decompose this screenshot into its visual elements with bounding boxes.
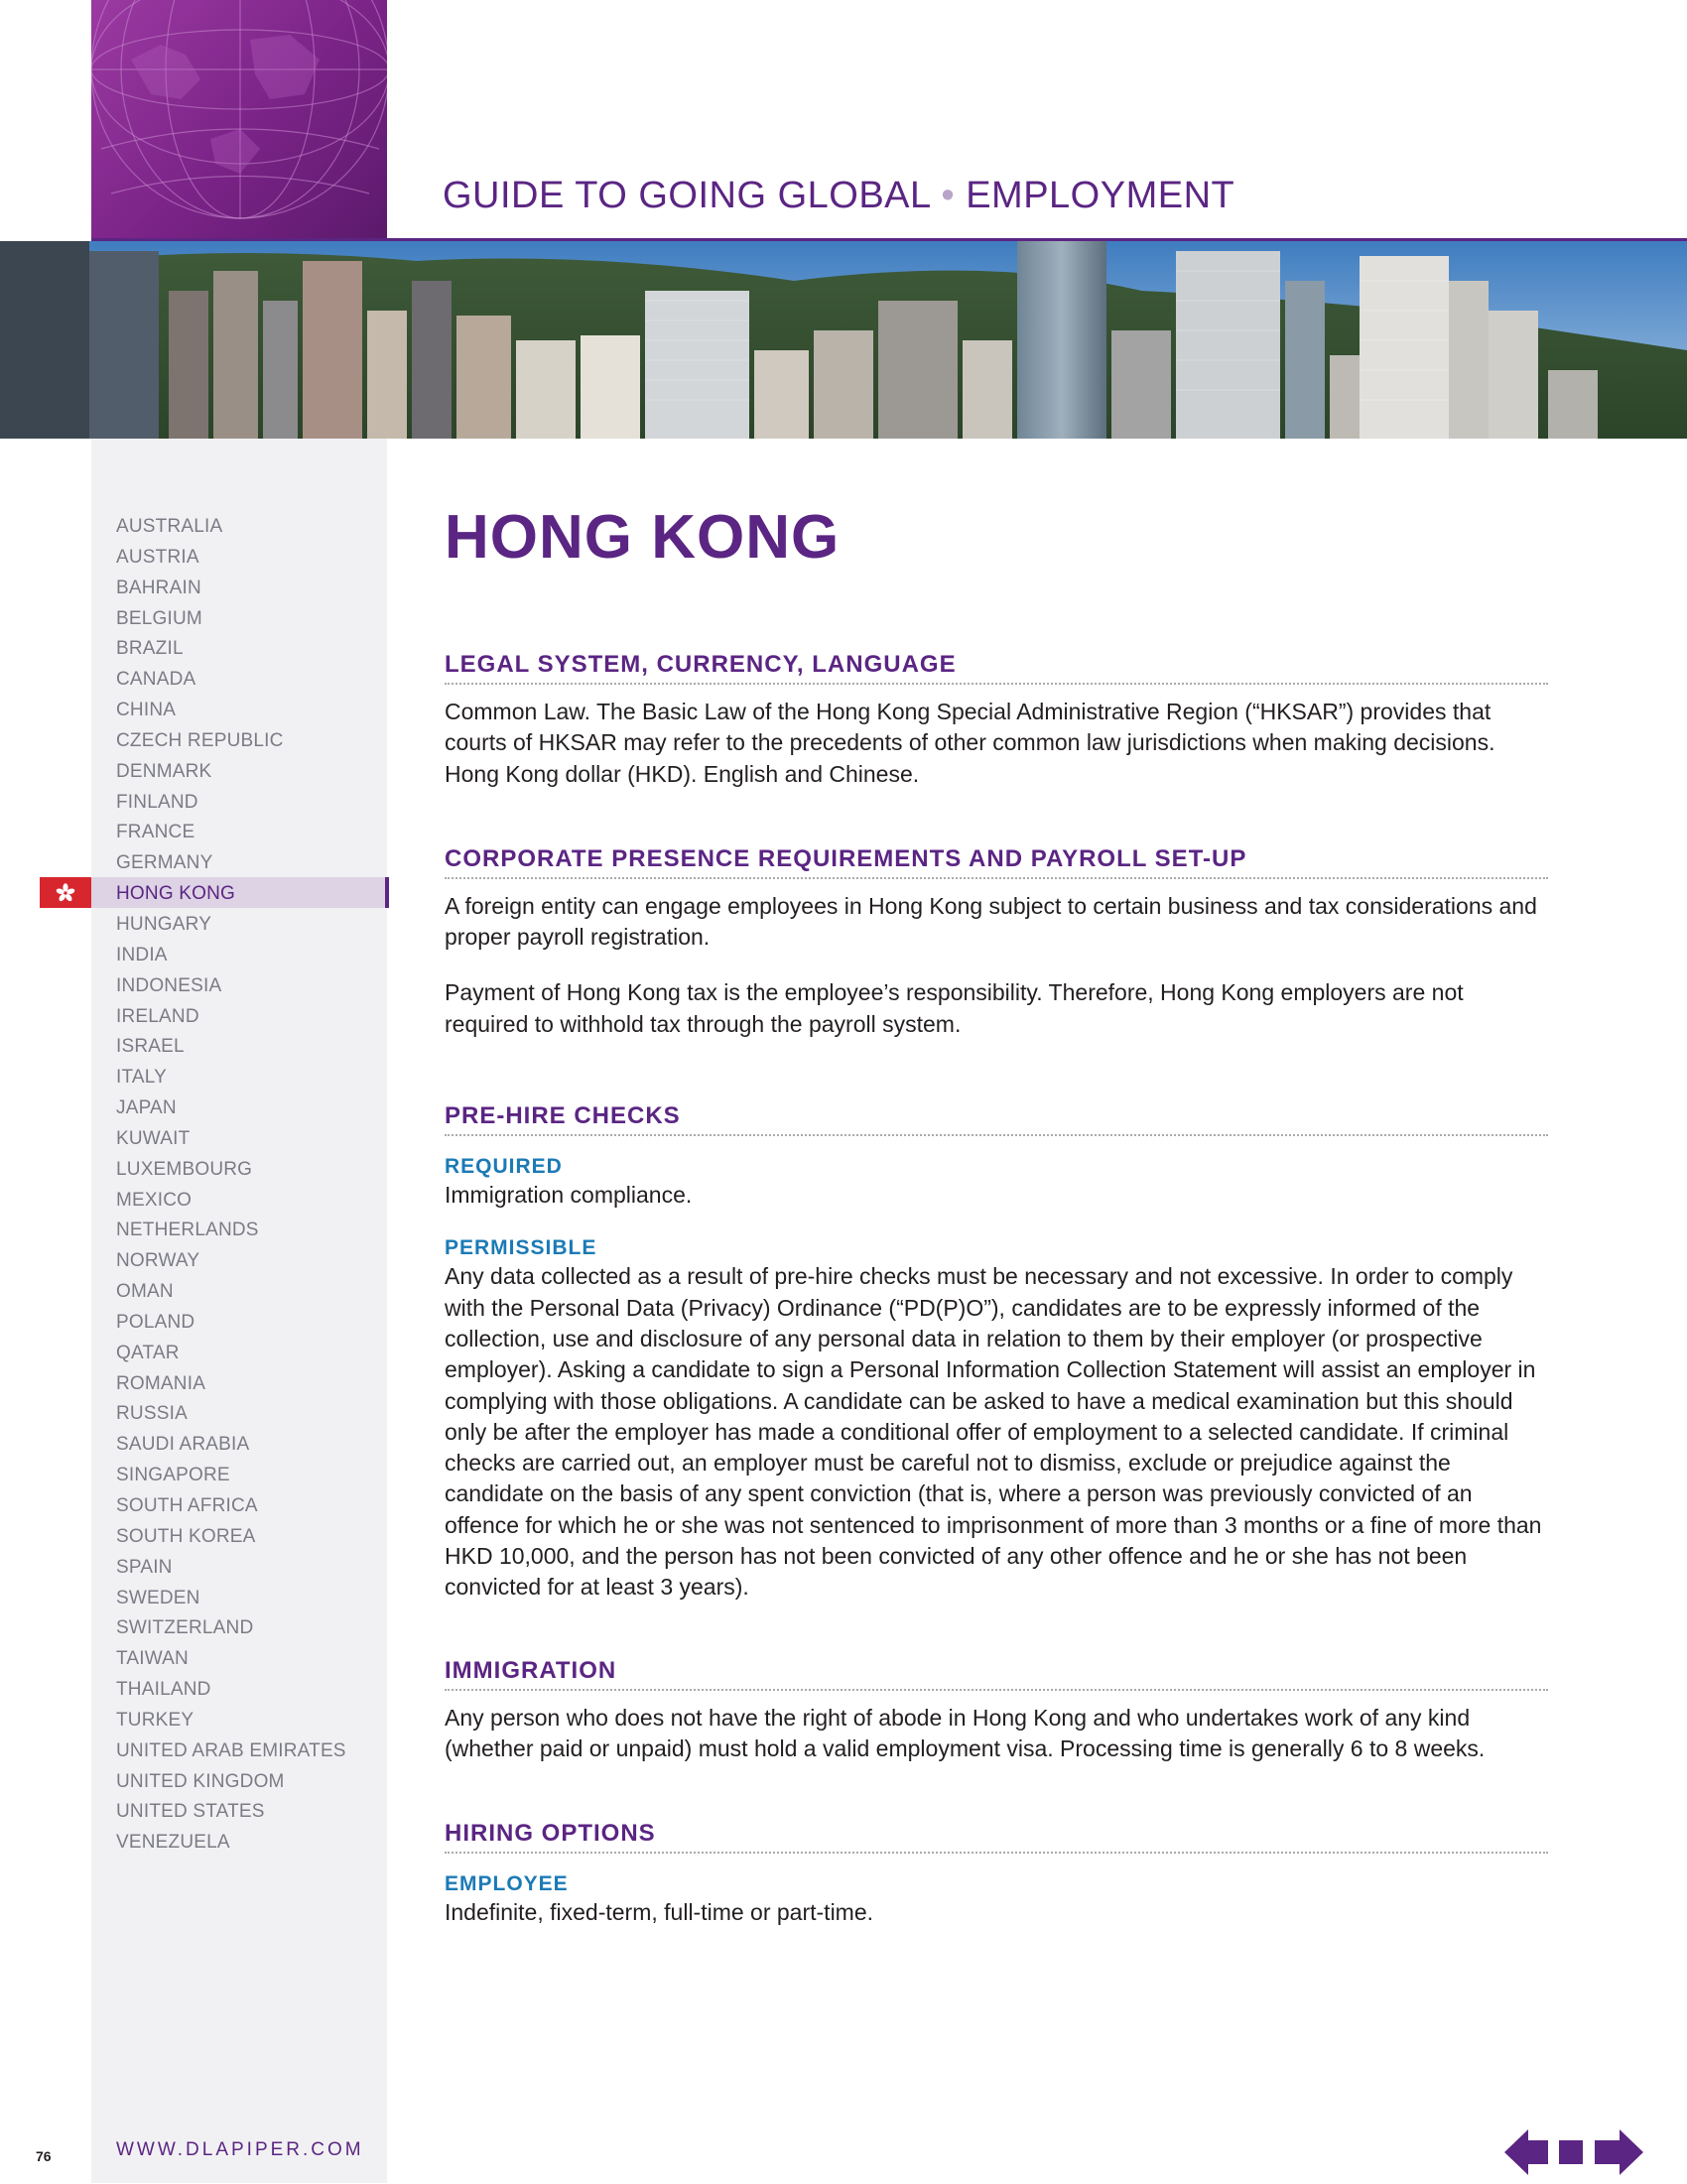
sidebar-item-switzerland[interactable]: SWITZERLAND xyxy=(116,1617,254,1639)
sidebar-item-china[interactable]: CHINA xyxy=(116,700,177,721)
subheading-required: REQUIRED xyxy=(445,1155,563,1179)
sidebar-item-poland[interactable]: POLAND xyxy=(116,1311,195,1333)
section-heading-prehire: PRE-HIRE CHECKS xyxy=(445,1101,1548,1136)
sidebar-item-russia[interactable]: RUSSIA xyxy=(116,1403,188,1425)
sidebar-item-kuwait[interactable]: KUWAIT xyxy=(116,1127,191,1149)
permissible-text: Any data collected as a result of pre-hire checks must be necessary and not excessive. In order to comply with the Personal Data (Privacy) Ordinance (“PD(P)O”), candidates are to be expressly informed of the collection, use and disclosure of any personal data in relation to them by their employer (or prospective employer). Asking a candidate to sign a Personal Information Collection Statement will assist an employer in complying with those obligations. A candidate can be asked to have a medical examination but this should only be after the employer has made a conditional offer of employment to a selected candidate. If criminal checks are carried out, an employer must be careful not to dismiss, exclude or prejudice against the candidate on the basis of any spent conviction (that is, where a person was previously convicted of an offence for which he or she was not sentenced to imprisonment of more than 3 months or a fine of more than HKD 10,000, and the person has not been convicted of any other offence and he or she has not been convicted for at least 3 years). xyxy=(445,1263,1542,1601)
sidebar-item-hong-kong[interactable]: HONG KONG xyxy=(116,883,236,905)
sidebar-item-israel[interactable]: ISRAEL xyxy=(116,1036,185,1058)
sidebar-item-denmark[interactable]: DENMARK xyxy=(116,760,212,782)
subheading-permissible: PERMISSIBLE xyxy=(445,1236,597,1260)
sidebar-item-south-korea[interactable]: SOUTH KOREA xyxy=(116,1525,256,1547)
section-heading-immigration: IMMIGRATION xyxy=(445,1656,1548,1691)
sidebar-item-south-africa[interactable]: SOUTH AFRICA xyxy=(116,1495,258,1516)
corporate-text-2: Payment of Hong Kong tax is the employee’s responsibility. Therefore, Hong Kong employers are not required to withhold tax through the payroll system. xyxy=(445,979,1464,1037)
page-title: HONG KONG xyxy=(445,503,841,572)
section-heading-corporate: CORPORATE PRESENCE REQUIREMENTS AND PAYROLL SET-UP xyxy=(445,844,1548,879)
sidebar-item-indonesia[interactable]: INDONESIA xyxy=(116,974,222,996)
corporate-text-1: A foreign entity can engage employees in Hong Kong subject to certain business and tax considerations and proper payroll registration. xyxy=(445,892,1537,951)
page-number: 76 xyxy=(36,2148,52,2164)
sidebar-item-brazil[interactable]: BRAZIL xyxy=(116,638,184,660)
sidebar-item-spain[interactable]: SPAIN xyxy=(116,1556,173,1578)
section-heading-hiring: HIRING OPTIONS xyxy=(445,1819,1548,1854)
sidebar-item-france[interactable]: FRANCE xyxy=(116,822,195,843)
page-navigation xyxy=(1504,2125,1643,2179)
sidebar-item-netherlands[interactable]: NETHERLANDS xyxy=(116,1220,259,1241)
sidebar-item-luxembourg[interactable]: LUXEMBOURG xyxy=(116,1158,253,1180)
sidebar-item-australia[interactable]: AUSTRALIA xyxy=(116,516,223,537)
globe-banner xyxy=(91,0,387,240)
sidebar-item-venezuela[interactable]: VENEZUELA xyxy=(116,1832,230,1854)
arrow-right-icon[interactable] xyxy=(1595,2129,1643,2175)
sidebar-item-ireland[interactable]: IRELAND xyxy=(116,1005,199,1027)
sidebar-item-hungary[interactable]: HUNGARY xyxy=(116,913,212,935)
main-content xyxy=(445,501,1548,1929)
guide-header-title xyxy=(443,175,1234,217)
employee-text: Indefinite, fixed-term, full-time or part-time. xyxy=(445,1899,874,1926)
sidebar-item-belgium[interactable]: BELGIUM xyxy=(116,607,202,629)
sidebar-item-united-arab-emirates[interactable]: UNITED ARAB EMIRATES xyxy=(116,1739,346,1761)
sidebar-item-norway[interactable]: NORWAY xyxy=(116,1250,200,1272)
sidebar-item-romania[interactable]: ROMANIA xyxy=(116,1372,206,1394)
arrow-left-icon[interactable] xyxy=(1504,2129,1548,2175)
sidebar-item-mexico[interactable]: MEXICO xyxy=(116,1189,193,1211)
sidebar-item-thailand[interactable]: THAILAND xyxy=(116,1679,211,1701)
sidebar-item-austria[interactable]: AUSTRIA xyxy=(116,546,199,568)
square-icon[interactable] xyxy=(1559,2140,1583,2164)
legal-text: Common Law. The Basic Law of the Hong Kong Special Administrative Region (“HKSAR”) provides that courts of HKSAR may refer to the precedents of other common law jurisdictions when making decisions. Hong Kong dollar (HKD). English and Chinese. xyxy=(445,699,1495,787)
title-separator: • xyxy=(941,175,956,216)
globe-graphic xyxy=(91,0,387,240)
website-link[interactable]: WWW.DLAPIPER.COM xyxy=(116,2139,364,2160)
sidebar-item-qatar[interactable]: QATAR xyxy=(116,1342,180,1363)
immigration-text: Any person who does not have the right of abode in Hong Kong and who undertakes work of any kind (whether paid or unpaid) must hold a valid employment visa. Processing time is generally 6 to 8 weeks. xyxy=(445,1704,1486,1761)
sidebar-item-japan[interactable]: JAPAN xyxy=(116,1097,177,1119)
sidebar-item-finland[interactable]: FINLAND xyxy=(116,791,198,813)
sidebar-item-singapore[interactable]: SINGAPORE xyxy=(116,1465,230,1486)
hong-kong-skyline-image xyxy=(0,241,1687,439)
sidebar-item-india[interactable]: INDIA xyxy=(116,944,168,965)
guide-topic: EMPLOYMENT xyxy=(966,175,1235,216)
sidebar-item-turkey[interactable]: TURKEY xyxy=(116,1709,195,1731)
required-text: Immigration compliance. xyxy=(445,1182,693,1209)
sidebar-item-sweden[interactable]: SWEDEN xyxy=(116,1587,200,1608)
sidebar-item-united-states[interactable]: UNITED STATES xyxy=(116,1801,265,1823)
sidebar-item-germany[interactable]: GERMANY xyxy=(116,852,213,874)
sidebar-item-bahrain[interactable]: BAHRAIN xyxy=(116,577,201,598)
guide-name: GUIDE TO GOING GLOBAL xyxy=(443,175,931,216)
section-heading-legal: LEGAL SYSTEM, CURRENCY, LANGUAGE xyxy=(445,650,1548,685)
subheading-employee: EMPLOYEE xyxy=(445,1872,569,1896)
sidebar-item-canada[interactable]: CANADA xyxy=(116,669,196,691)
sidebar-item-italy[interactable]: ITALY xyxy=(116,1067,167,1089)
hong-kong-flag-icon xyxy=(40,877,91,908)
country-nav-list xyxy=(116,512,346,1859)
sidebar-item-oman[interactable]: OMAN xyxy=(116,1281,174,1303)
sidebar-item-saudi-arabia[interactable]: SAUDI ARABIA xyxy=(116,1434,250,1456)
sidebar-item-czech-republic[interactable]: CZECH REPUBLIC xyxy=(116,729,284,751)
sidebar-item-united-kingdom[interactable]: UNITED KINGDOM xyxy=(116,1770,285,1792)
sidebar-item-taiwan[interactable]: TAIWAN xyxy=(116,1648,189,1670)
